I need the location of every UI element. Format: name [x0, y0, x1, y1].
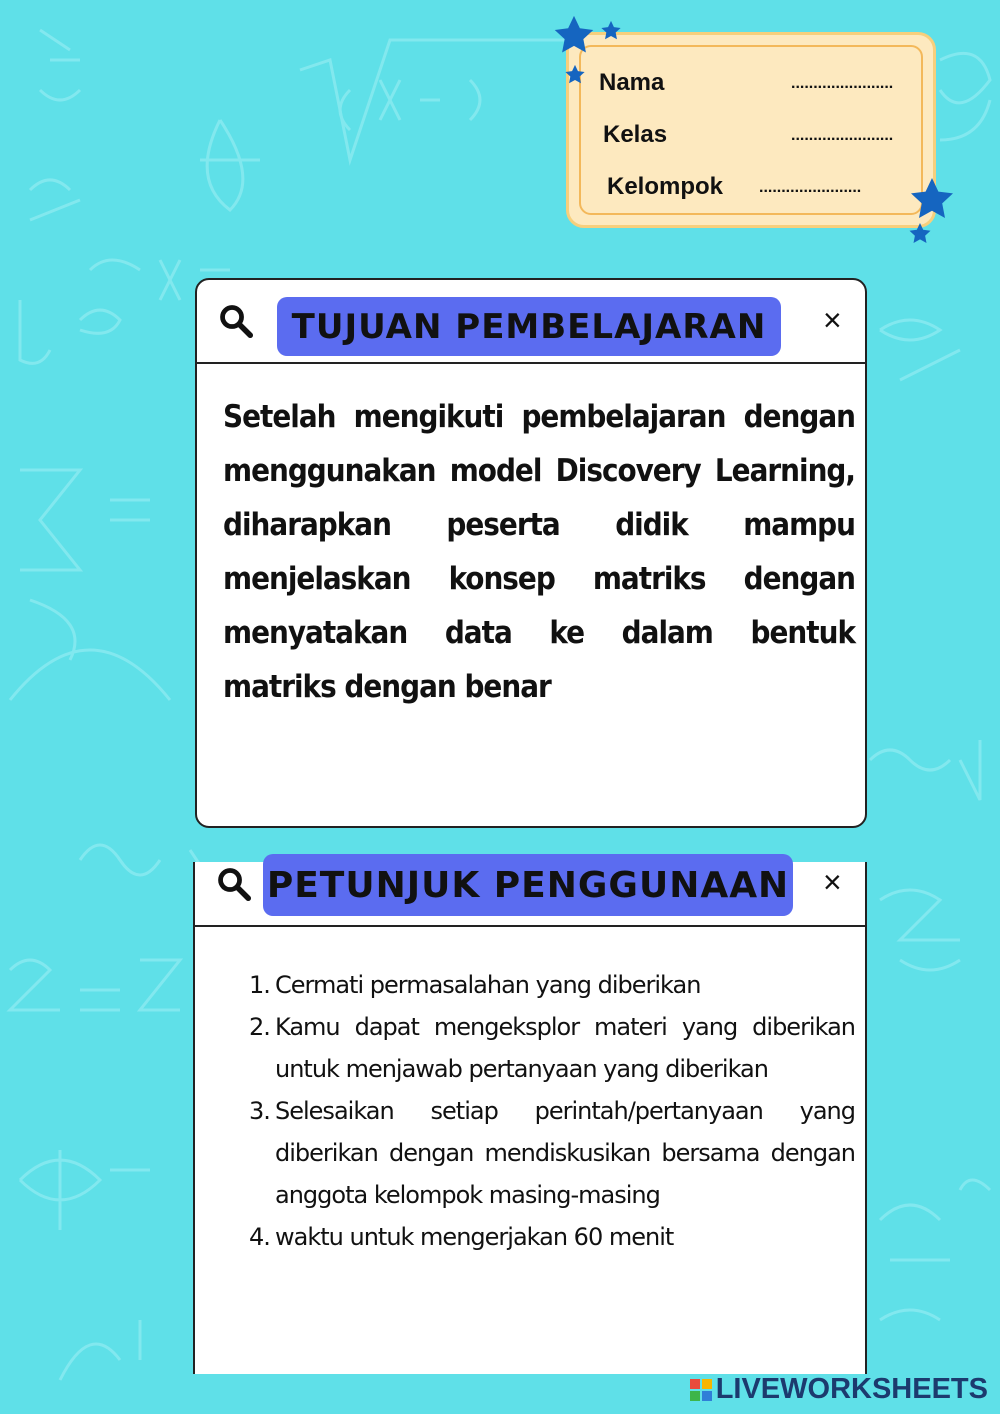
name-fill-line[interactable]: .......................: [791, 75, 894, 92]
step-number: 3.: [249, 1097, 270, 1125]
instructions-title: PETUNJUK PENGGUNAAN: [263, 854, 793, 916]
star-icon: [552, 14, 596, 58]
list-item: [249, 1090, 855, 1216]
list-item: [249, 1216, 855, 1258]
instructions-list: [249, 964, 855, 1258]
step-text: Kamu dapat mengeksplor materi yang diberikan untuk menjawab pertanyaan yang diberikan: [275, 1013, 855, 1083]
student-id-card: [566, 32, 936, 228]
close-icon[interactable]: ×: [823, 864, 842, 900]
star-icon: [908, 176, 956, 224]
objective-title: TUJUAN PEMBELAJARAN: [277, 297, 781, 356]
class-label: Kelas: [603, 121, 668, 148]
step-text: waktu untuk mengerjakan 60 menit: [275, 1223, 674, 1251]
liveworksheets-logo-icon: [690, 1379, 712, 1401]
objective-window-header: [197, 280, 865, 364]
list-item: [249, 964, 855, 1006]
class-fill-line[interactable]: .......................: [791, 127, 894, 144]
brand-name: LIVEWORKSHEETS: [715, 1373, 988, 1405]
star-icon: [564, 64, 586, 86]
name-label: Nama: [599, 69, 665, 96]
search-icon[interactable]: [217, 302, 255, 340]
step-number: 1.: [249, 971, 270, 999]
objective-text: Setelah mengikuti pembelajaran dengan menggunakan model Discovery Learning, diharapkan peserta didik mampu menjelaskan konsep matriks dengan menyatakan data ke dalam bentuk matriks dengan benar: [223, 399, 855, 705]
instructions-window: [193, 862, 867, 1374]
group-fill-line[interactable]: .......................: [759, 179, 862, 196]
star-icon: [600, 20, 622, 42]
name-row: [599, 69, 919, 103]
star-icon: [908, 222, 932, 246]
instructions-window-header: [195, 862, 865, 927]
class-row: [603, 121, 923, 155]
group-label: Kelompok: [607, 173, 724, 200]
step-text: Cermati permasalahan yang diberikan: [275, 971, 701, 999]
close-icon[interactable]: ×: [823, 302, 842, 338]
list-item: [249, 1006, 855, 1090]
step-text: Selesaikan setiap perintah/pertanyaan yang diberikan dengan mendiskusikan bersama dengan anggota kelompok masing-masing: [275, 1097, 855, 1209]
liveworksheets-brand: [690, 1373, 988, 1406]
search-icon[interactable]: [215, 865, 253, 903]
step-number: 2.: [249, 1013, 270, 1041]
objective-window: [195, 278, 867, 828]
step-number: 4.: [249, 1223, 270, 1251]
group-row: [607, 173, 927, 207]
